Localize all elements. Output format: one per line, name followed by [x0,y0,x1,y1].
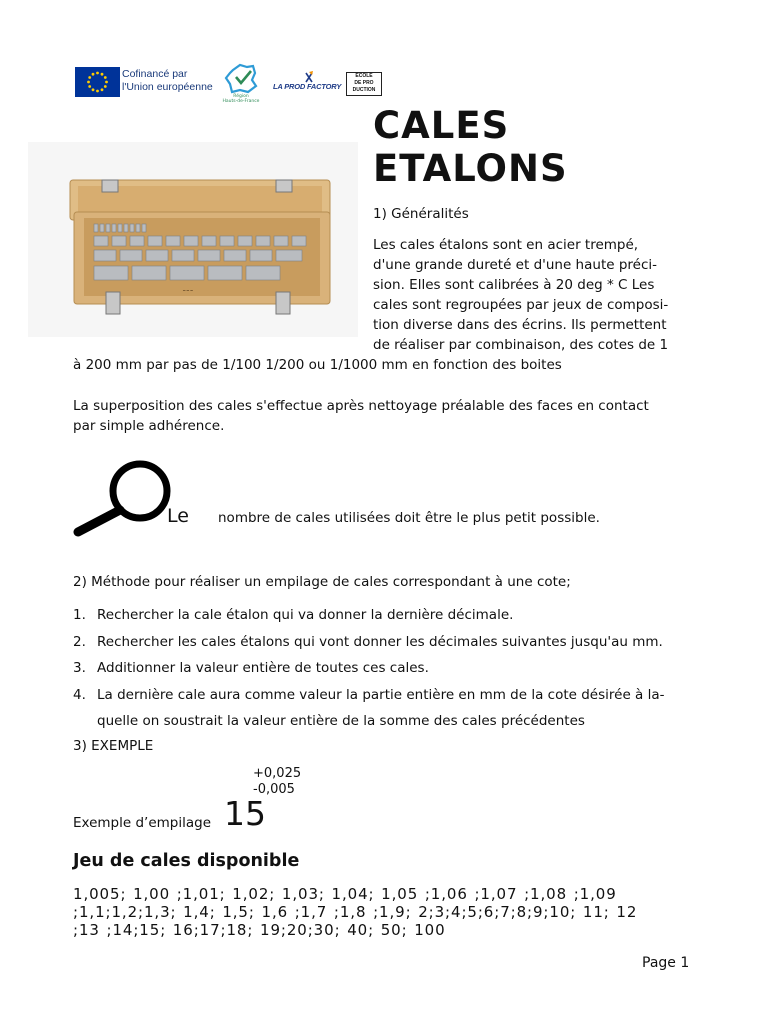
note-le: Le [167,505,189,527]
region-text [218,94,264,104]
jeu-line-2: ;1,1;1,2;1,3; 1,4; 1,5; 1,6 ;1,7 ;1,8 ;1,9; 2;3;4;5;6;7;8;9;10; 11; 12 [73,903,638,921]
list-item [73,655,695,682]
region-line-1: Région [233,94,249,99]
list-item [73,602,695,629]
step-text-continued: quelle on soustrait la valeur entière de la somme des cales précédentes [97,713,585,729]
jeu-values [73,885,703,939]
svg-text:═ ═ ═: ═ ═ ═ [183,288,193,293]
step-number: 3. [73,660,86,676]
superposition-line-1: La superposition des cales s'effectue après nettoyage préalable des faces en contact [73,398,649,414]
page-number: Page 1 [642,955,690,971]
intro-line-4: cales sont regroupées par jeux de composi- [373,297,669,313]
gauge-block-box-photo [28,142,358,337]
intro-line-3: sion. Elles sont calibrées à 20 deg * C Les [373,277,655,293]
jeu-heading: Jeu de cales disponible [73,851,300,871]
section-3-heading: 3) EXEMPLE [73,738,154,754]
note-text: nombre de cales utilisées doit être le plus petit possible. [218,510,600,526]
title-line-1: CALES [373,104,510,147]
eu-line-1: Cofinancé par [122,68,188,80]
list-item [73,629,695,656]
tolerance-upper: +0,025 [253,766,302,781]
example-label: Exemple d’empilage [73,815,212,831]
prod-factory-text: LA PROD FACTORY [273,82,342,91]
eu-line-2: l'Union européenne [122,81,213,93]
intro-continuation: à 200 mm par pas de 1/100 1/200 ou 1/1000 mm en fonction des boites [73,357,562,373]
superposition-line-2: par simple adhérence. [73,418,225,434]
section-2-heading: 2) Méthode pour réaliser un empilage de cales correspondant à une cote; [73,574,571,590]
tolerance-lower: -0,005 [253,782,295,797]
eu-cofinance-text [122,68,213,94]
intro-line-6: de réaliser par combinaison, des cotes de 1 [373,337,669,353]
method-steps-list [73,602,695,735]
step-text: Rechercher les cales étalons qui vont donner les décimales suivantes jusqu'au mm. [97,633,663,650]
list-item [73,682,695,735]
section-1-heading: 1) Généralités [373,206,469,222]
step-number: 4. [73,686,86,703]
intro-paragraph [373,235,693,355]
ecole-line-3: DUCTION [352,87,376,93]
eu-flag-logo [75,67,120,97]
jeu-line-3: ;13 ;14;15; 16;17;18; 19;20;30; 40; 50; 100 [73,921,446,939]
step-text: Rechercher la cale étalon qui va donner la dernière décimale. [97,607,514,623]
jeu-line-1: 1,005; 1,00 ;1,01; 1,02; 1,03; 1,04; 1,05 ;1,06 ;1,07 ;1,08 ;1,09 [73,885,617,903]
example-value: 15 [224,794,266,833]
step-text: Additionner la valeur entière de toutes ces cales. [97,660,429,676]
ecole-production-logo [346,72,382,96]
ecole-line-1: ÉCOLE [355,73,373,79]
region-line-2: Hauts-de-France [222,99,260,104]
page-title [373,104,568,190]
step-number: 1. [73,607,86,623]
superposition-paragraph [73,396,693,436]
step-text: La dernière cale aura comme valeur la partie entière en mm de la cote désirée à la- [97,686,665,703]
step-number: 2. [73,633,86,650]
intro-line-1: Les cales étalons sont en acier trempé, [373,237,639,253]
title-line-2: ETALONS [373,147,568,190]
magnifier-icon [72,458,178,538]
intro-line-2: d'une grande dureté et d'une haute préci- [373,257,658,273]
intro-line-5: tion diverse dans des écrins. Ils permettent [373,317,667,333]
ecole-line-2: DE PRO [354,80,374,86]
